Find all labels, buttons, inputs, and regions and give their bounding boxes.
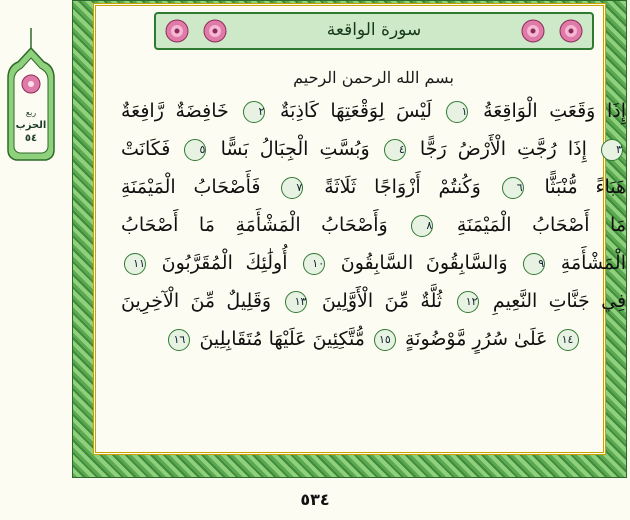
verse-text: لَيْسَ لِوَقْعَتِهَا كَاذِبَةٌ [280,100,432,122]
verse-text: إِذَا وَقَعَتِ الْوَاقِعَةُ [483,100,626,122]
hizb-marker [4,28,58,168]
hizb-number: ٥٤ [24,133,38,144]
verse-line [121,92,626,130]
verse-number-marker: ١ [446,101,468,123]
verse-text: الْمَشْأَمَةِ [560,252,626,274]
verse-text: فِي جَنَّاتِ النَّعِيمِ [492,290,626,312]
verse-number-marker: ٦ [502,177,524,199]
surah-header [154,12,594,50]
verse-text: فَأَصْحَابُ الْمَيْمَنَةِ [121,176,261,198]
verse-line [121,206,626,244]
surah-title: سورة الواقعة [326,20,422,40]
verse-text: وَأَصْحَابُ الْمَشْأَمَةِ مَا أَصْحَابُ [121,214,388,236]
verse-number-marker: ١٢ [457,291,479,313]
page-number: ٥٣٤ [300,490,330,509]
verse-text: عَلَىٰ سُرُرٍ مَّوْضُونَةٍ [404,328,548,350]
verse-text: مُّتَّكِئِينَ عَلَيْهَا مُتَقَابِلِينَ [199,328,365,350]
verse-text: فَكَانَتْ [121,138,171,160]
verse-lines [121,92,626,358]
verse-text: وَالسَّابِقُونَ السَّابِقُونَ [340,252,508,274]
hizb-label: الحزب [15,120,47,131]
verse-text: هَبَاءً مُّنْبَثًّا [544,176,626,198]
verse-number-marker: ٥ [184,139,206,161]
verse-number-marker: ٣ [601,139,623,161]
verse-text: ثُلَّةٌ مِّنَ الْأَوَّلِينَ [321,290,443,312]
verse-line [121,244,626,282]
verse-number-marker: ٧ [281,177,303,199]
verse-line [121,320,626,358]
verse-number-marker: ٤ [384,139,406,161]
verse-number-marker: ١٥ [374,329,396,351]
verse-line [121,130,626,168]
verse-number-marker: ١٦ [168,329,190,351]
verse-number-marker: ١٣ [285,291,307,313]
verse-text: مَا أَصْحَابُ الْمَيْمَنَةِ [456,214,626,236]
text-area [93,3,626,455]
verse-text: إِذَا رُجَّتِ الْأَرْضُ رَجًّا [419,138,587,160]
page-frame [72,0,627,478]
hizb-ornament [4,28,58,168]
verses [121,64,626,358]
hizb-quarter: ربع [25,108,37,117]
verse-number-marker: ٨ [411,215,433,237]
basmala: بسم الله الرحمن الرحيم [293,68,454,87]
hizb-text [4,106,58,145]
verse-number-marker: ١٠ [303,253,325,275]
verse-number-marker: ٢ [243,101,265,123]
verse-text: وَبُسَّتِ الْجِبَالُ بَسًّا [220,138,370,160]
verse-number-marker: ١١ [124,253,146,275]
verse-number-marker: ١٤ [557,329,579,351]
verse-line [121,168,626,206]
verse-number-marker: ٩ [523,253,545,275]
verse-line [121,282,626,320]
verse-text: خَافِضَةٌ رَّافِعَةٌ [121,100,229,122]
verse-text: وَكُنتُمْ أَزْوَاجًا ثَلَاثَةً [324,176,481,198]
verse-text: أُولَٰئِكَ الْمُقَرَّبُونَ [161,252,288,274]
verse-text: وَقَلِيلٌ مِّنَ الْآخِرِينَ [121,290,272,312]
